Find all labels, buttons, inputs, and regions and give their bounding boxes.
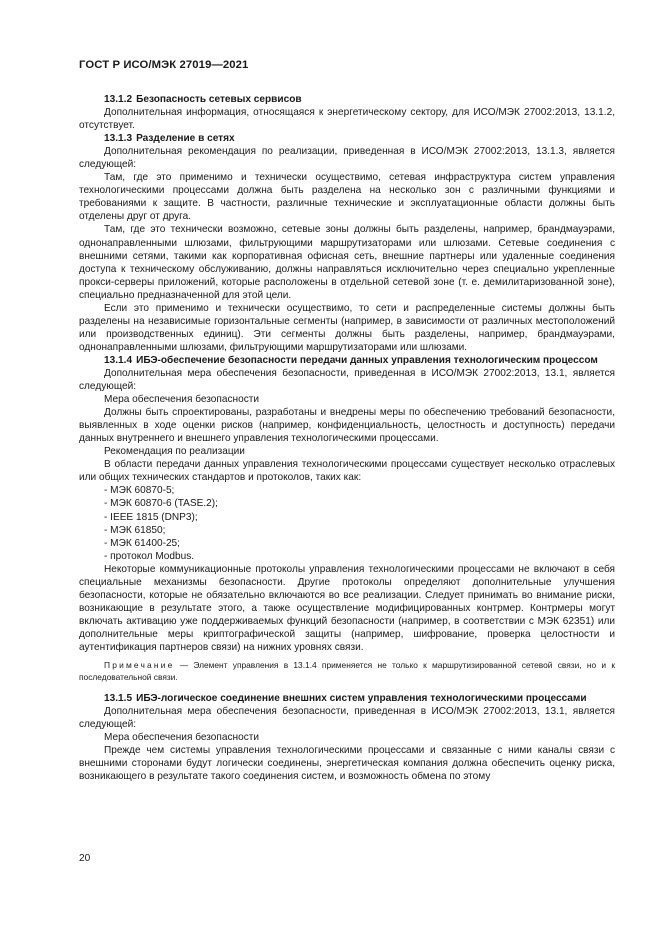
paragraph: Дополнительная информация, относящаяся к энергетическому сектору, для ИСО/МЭК 27002:2013, 13.1.2, отсутствует.	[79, 107, 615, 132]
subheading: Мера обеспечения безопасности	[104, 732, 260, 744]
paragraph: Дополнительная рекомендация по реализации, приведенная в ИСО/МЭК 27002:2013, 13.1.3, является следующей:	[79, 146, 615, 171]
list-item: - МЭК 60870-6 (TASE.2);	[104, 498, 218, 510]
paragraph: Прежде чем системы управления технологическими процессами и связанные с ними каналы связи с внешними сторонами будут логически соединены, энергетическая компания должна обеспечить оценку риска, возникающего в результате такого соединения систем, и возможность обмена по этому	[79, 745, 615, 783]
page-number: 20	[79, 853, 91, 864]
paragraph: Дополнительная мера обеспечения безопасности, приведенная в ИСО/МЭК 27002:2013, 13.1, является следующей:	[79, 367, 615, 393]
section-title: ИБЭ-обеспечение безопасности передачи данных управления технологическим процессом	[136, 354, 598, 366]
paragraph: В области передачи данных управления технологическими процессами существует несколько отраслевых или общих технических стандартов и протоколов, таких как:	[79, 459, 615, 484]
paragraph: Дополнительная мера обеспечения безопасности, приведенная в ИСО/МЭК 27002:2013, 13.1, является следующей:	[79, 706, 615, 731]
list-item: - протокол Modbus.	[104, 550, 195, 562]
paragraph: Некоторые коммуникационные протоколы управления технологическими процессами не включают в себя специальные механизмы безопасности. Другие протоколы определяют дополнительные улучшения безопасности, которые не обязательно включаются во все реализации. Следует принимать во внимание риски, возникающие в результате этого, а также осуществление модифицированных контрмер. Контрмеры могут включать активацию уже поддерживаемых функций безопасности (например, в соответствии с МЭК 62351) или дополнительные меры криптографической защиты (например, шифрование, проверка целостности и аутентификация партнеров связи) на нижних уровнях связи.	[79, 563, 615, 653]
document-body	[79, 93, 615, 783]
list-item: - IEEE 1815 (DNP3);	[104, 511, 198, 523]
section-number: 13.1.5	[104, 693, 133, 705]
note-text: — Элемент управления в 13.1.4 применяется не только к маршрутизированной сетевой связи, но и к последовательной связи.	[79, 660, 615, 682]
section-heading-13-1-2	[79, 93, 615, 106]
list-item: - МЭК 60870-5;	[104, 485, 175, 497]
section-number: 13.1.2	[104, 94, 133, 105]
note-label: Примечание	[104, 660, 175, 671]
page-header: ГОСТ Р ИСО/МЭК 27019—2021	[79, 59, 249, 71]
subheading: Рекомендация по реализации	[104, 446, 245, 458]
list-item: - МЭК 61400-25;	[104, 537, 180, 549]
section-title: ИБЭ-логическое соединение внешних систем управления технологическими процессами	[136, 693, 587, 705]
paragraph: Должны быть спроектированы, разработаны и внедрены меры по обеспечению требований безопасности, выявленных в ходе оценки рисков (например, конфиденциальность, целостность и доступность) передачи данных внутреннего и внешнего управления технологическими процессами.	[79, 407, 615, 445]
list-item: - МЭК 61850;	[104, 524, 166, 536]
section-heading-13-1-3	[79, 132, 615, 145]
section-heading-13-1-4	[79, 354, 615, 367]
note	[79, 660, 615, 683]
section-number: 13.1.4	[104, 354, 133, 366]
paragraph: Там, где это применимо и технически осуществимо, сетевая инфраструктура систем управления технологическими процессами должна быть разделена на несколько зон с различными функциями и требованиями к защите. В частности, различные технические и эксплуатационные области должны быть отделены друг от друга.	[79, 172, 615, 223]
section-title: Разделение в сетях	[136, 133, 235, 145]
section-heading-13-1-5	[79, 692, 615, 705]
section-number: 13.1.3	[104, 133, 133, 145]
section-title: Безопасность сетевых сервисов	[136, 94, 302, 105]
paragraph: Там, где это технически возможно, сетевые зоны должны быть разделены, например, брандмауэрами, однонаправленными шлюзами, фильтрующими маршрутизаторами или шлюзами. Сетевые соединения с внешними сетями, такими как корпоративная офисная сеть, внешние партнеры или удаленные соединения доступа к техническому обслуживанию, должны направляться исключительно через специально укрепленные прокси-серверы приложений, которые расположены в отдельной сетевой зоне (т. е. демилитаризованной зоне), специально предназначенной для этой цели.	[79, 224, 615, 301]
subheading: Мера обеспечения безопасности	[104, 394, 260, 406]
paragraph: Если это применимо и технически осуществимо, то сети и распределенные системы должны быть разделены на независимые горизонтальные сегменты (например, в зависимости от различных местоположений или производственных единиц). Эти сегменты должны быть разделены, например, брандмауэрами, однонаправленными шлюзами, фильтрующими маршрутизаторами или шлюзами.	[79, 302, 615, 353]
